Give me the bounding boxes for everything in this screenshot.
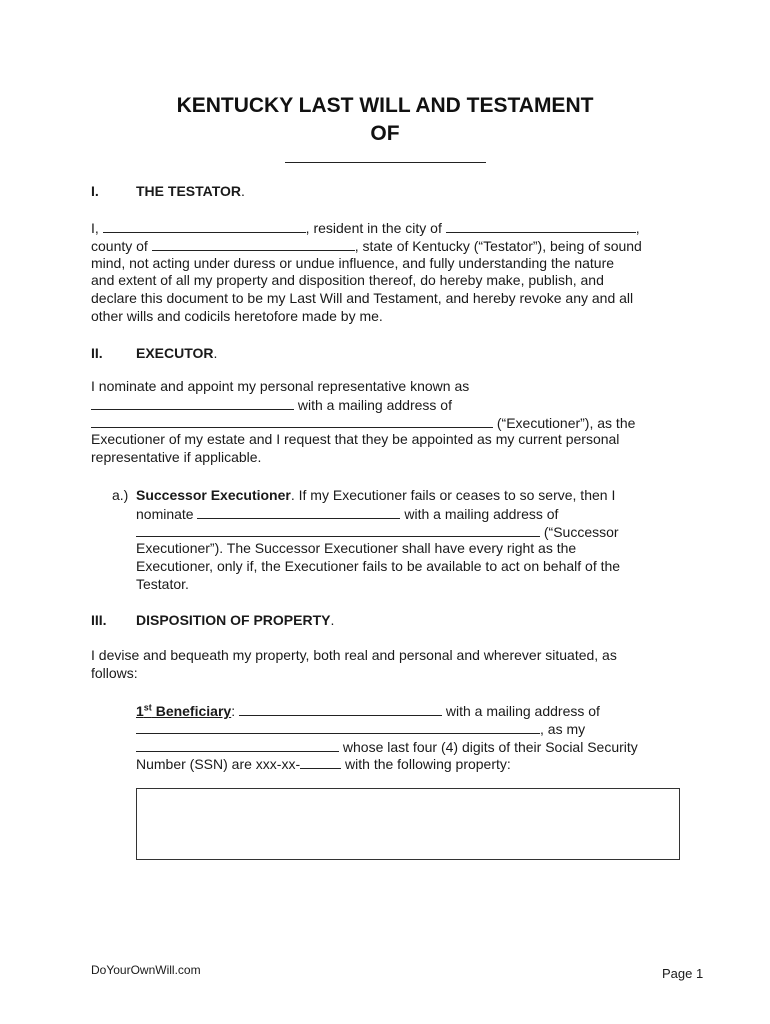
beneficiary-line-1: 1st Beneficiary: with a mailing address of xyxy=(136,702,600,719)
document-title-of: OF xyxy=(370,122,400,145)
executor-line-1: I nominate and appoint my personal representative known as xyxy=(91,378,470,394)
beneficiary-relationship-blank[interactable] xyxy=(136,738,339,752)
property-textbox[interactable] xyxy=(136,788,680,860)
testator-line-4: and extent of all my property and disposition thereof, do hereby make, publish, and xyxy=(91,272,604,289)
footer-page-number: Page 1 xyxy=(662,966,704,981)
section-title: EXECUTOR xyxy=(136,345,214,361)
document-title: KENTUCKY LAST WILL AND TESTAMENT xyxy=(176,94,594,117)
executor-line-2: with a mailing address of xyxy=(91,396,635,414)
successor-line-2: nominate with a mailing address of xyxy=(136,505,559,522)
successor-paragraph xyxy=(136,487,620,594)
testator-line-5: declare this document to be my Last Will and Testament, and hereby revoke any and all xyxy=(91,290,634,307)
testator-line-2: county of , state of Kentucky (“Testator”), being of sound xyxy=(91,237,642,254)
section-title: THE TESTATOR xyxy=(136,183,241,199)
successor-title: Successor Executioner xyxy=(136,487,291,503)
ssn-blank[interactable] xyxy=(300,755,341,769)
document-page: KENTUCKY LAST WILL AND TESTAMENT OF I. THE TESTATOR. I, , resident in the city of , county of , state of Kentucky (“Testator”), being of sound mind, not acting under duress or undue influence, and fully understanding the nature and extent of all my property and disposition thereof, do hereby make, publish, and declare this document to be my Last Will and Testament, and hereby revoke any and all other wills and codicils heretofore made by me. II. EXECUTOR. I nominate and appoint my personal representative known as with a mailing address of (“Executioner”), as the Executioner of my estate and I request that they be appointed as my current personal representative if applicable. a.) Successor Executioner. If my Executioner fails or ceases to so serve, then I nominate with a mailing address of (“Successor Executioner”). The Successor Executioner shall have every right as the Executioner, only if, the Executioner fails to be available to act on behalf of the Testator. III. DISPOSITION OF PROPERTY. I devise and bequeath my property, both real and personal and wherever situated, as follows: 1st Beneficiary: with a mailing address of , as my whose last four (4) digits of their Social Security Number (SSN) are xxx-xx- with the following property: DoYourOwnWill.com Page 1 xyxy=(0,0,770,1024)
executor-address-blank[interactable] xyxy=(91,414,493,428)
testator-line-1: I, , resident in the city of , xyxy=(91,220,640,236)
executor-line-5: representative if applicable. xyxy=(91,449,262,466)
beneficiary-address-blank[interactable] xyxy=(136,720,540,734)
disposition-line-1: I devise and bequeath my property, both real and personal and wherever situated, as xyxy=(91,647,617,663)
county-blank[interactable] xyxy=(152,237,355,251)
beneficiary-line-2: , as my xyxy=(136,720,638,738)
beneficiary-name-blank[interactable] xyxy=(239,702,442,716)
beneficiary-line-3: whose last four (4) digits of their Social Security xyxy=(136,738,638,756)
successor-line-3: (“Successor xyxy=(136,523,620,541)
testator-paragraph xyxy=(91,219,642,326)
successor-address-blank[interactable] xyxy=(136,523,540,537)
beneficiary-line-4: Number (SSN) are xxx-xx- with the following property: xyxy=(136,756,511,773)
executor-line-3: (“Executioner”), as the xyxy=(91,414,635,432)
successor-name-blank[interactable] xyxy=(197,505,400,519)
testator-line-3: mind, not acting under duress or undue influence, and fully understanding the nature xyxy=(91,254,615,271)
executor-line-4: Executioner of my estate and I request that they be appointed as my current personal xyxy=(91,431,620,448)
executor-paragraph xyxy=(91,378,635,467)
testator-line-6: other wills and codicils heretofore made by me. xyxy=(91,307,383,324)
section-number: II. xyxy=(91,345,103,361)
section-title: DISPOSITION OF PROPERTY xyxy=(136,612,331,628)
testator-name-field[interactable] xyxy=(285,162,486,163)
successor-line-5: Executioner, only if, the Executioner fails to be available to act on behalf of the xyxy=(136,558,621,575)
beneficiary-label: 1st Beneficiary xyxy=(136,702,232,719)
disposition-paragraph xyxy=(91,647,617,683)
successor-marker: a.) xyxy=(112,487,129,503)
executor-name-blank[interactable] xyxy=(91,396,294,410)
disposition-line-2: follows: xyxy=(91,664,138,681)
section-number: I. xyxy=(91,183,99,199)
footer-site: DoYourOwnWill.com xyxy=(91,963,201,977)
section-number: III. xyxy=(91,612,107,628)
successor-line-4: Executioner”). The Successor Executioner shall have every right as the xyxy=(136,540,577,557)
testator-name-blank[interactable] xyxy=(103,219,306,233)
city-blank[interactable] xyxy=(446,219,636,233)
successor-line-6: Testator. xyxy=(136,575,189,592)
successor-line-1: Successor Executioner. If my Executioner fails or ceases to so serve, then I xyxy=(136,487,616,503)
beneficiary-paragraph xyxy=(136,702,638,773)
